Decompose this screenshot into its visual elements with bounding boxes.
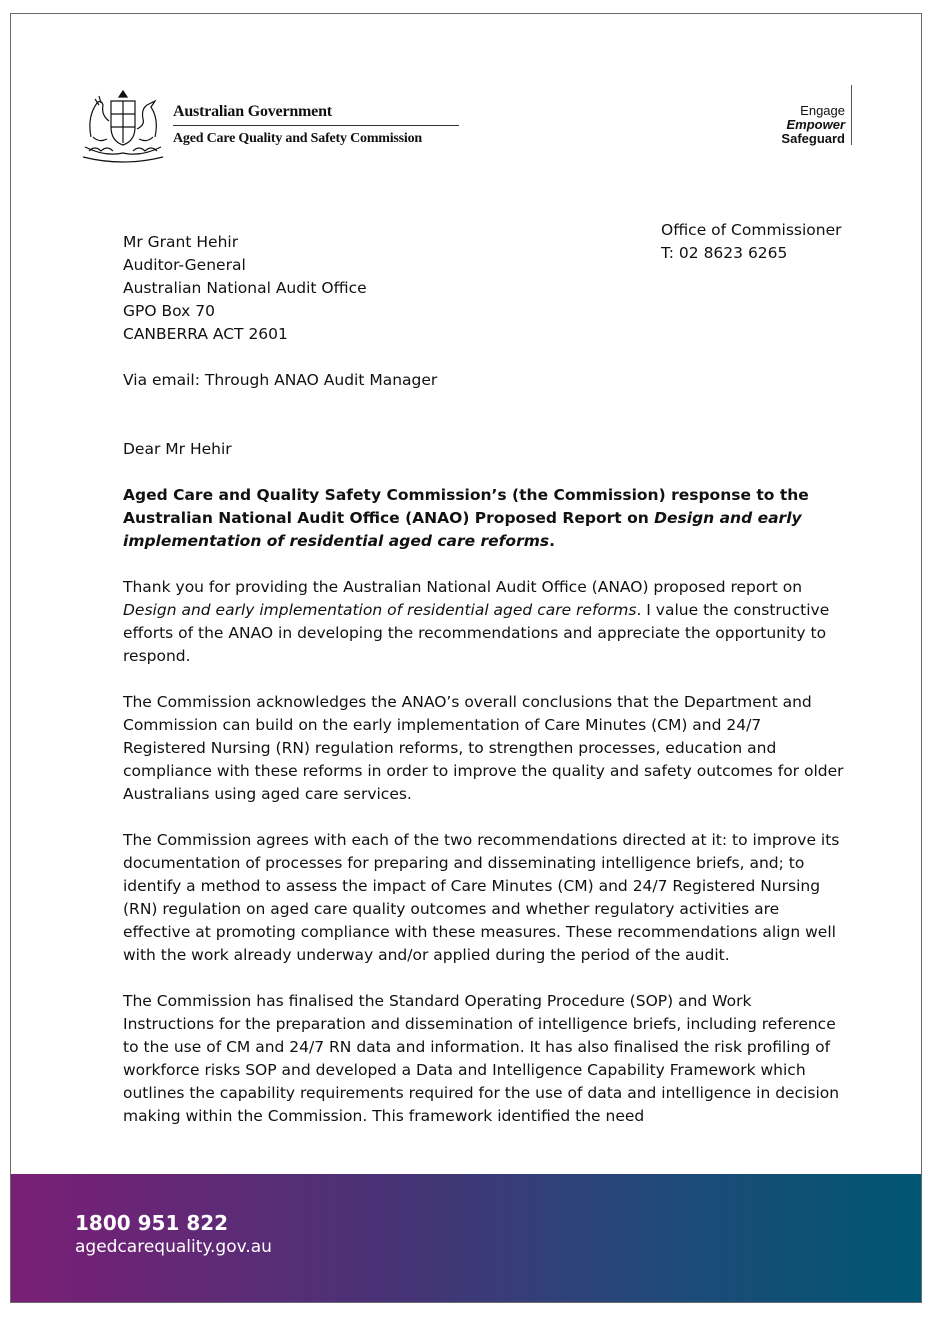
paragraph: The Commission has finalised the Standard Operating Procedure (SOP) and Work Instructions for the preparation and dissemination of intelligence briefs, including reference to the use of CM and 24/7 RN data and information. It has also finalised the risk profiling of workforce risks SOP and developed a Data and Intelligence Capability Framework which outlines the capability requirements required for the use of data and intelligence in decision making within the Commission. This framework identified the need [123, 992, 840, 1125]
office-name: Office of Commissioner [661, 221, 842, 239]
footer-website: agedcarequality.gov.au [75, 1237, 272, 1257]
letterhead [173, 102, 463, 148]
footer-banner [11, 1174, 921, 1302]
agency-name: Aged Care Quality and Safety Commission [173, 131, 423, 146]
address-line: Auditor-General [123, 256, 246, 274]
address-line: CANBERRA ACT 2601 [123, 325, 288, 343]
tagline-safeguard: Safeguard [781, 131, 845, 146]
tagline-empower: Empower [786, 117, 845, 132]
tagline-divider [851, 85, 852, 145]
government-name: Australian Government [173, 103, 332, 120]
salutation: Dear Mr Hehir [123, 440, 232, 458]
address-line: Mr Grant Hehir [123, 233, 239, 251]
report-title: Design and early implementation of residential aged care reforms [123, 601, 637, 619]
tagline [781, 104, 845, 146]
subject-report-title: Design and early implementation of residential aged care reforms [123, 509, 802, 550]
coat-of-arms-icon [79, 87, 167, 165]
office-details [661, 219, 842, 265]
paragraph: The Commission acknowledges the ANAO’s overall conclusions that the Department and Commission can build on the early implementation of Care Minutes (CM) and 24/7 Registered Nursing (RN) regulation reforms, to strengthen processes, education and compliance with these reforms in order to improve the quality and safety outcomes for older Australians using aged care services. [123, 693, 844, 803]
paragraph: The Commission agrees with each of the two recommendations directed at it: to improve its documentation of processes for preparing and disseminating intelligence briefs, and; to identify a method to assess the impact of Care Minutes (CM) and 24/7 Registered Nursing (RN) regulation on aged care quality outcomes and whether regulatory activities are effective at promoting compliance with these measures. These recommendations align well with the work already underway and/or applied during the period of the audit. [123, 831, 840, 964]
letter-page [10, 13, 922, 1303]
subject-end: . [549, 532, 555, 550]
paragraph-text: Thank you for providing the Australian National Audit Office (ANAO) proposed report on [123, 578, 803, 596]
delivery-method: Via email: Through ANAO Audit Manager [123, 371, 438, 389]
paragraph-text: . I value the constructive efforts of the ANAO in developing the recommendations and appreciate the opportunity to respond. [123, 601, 830, 665]
address-line: GPO Box 70 [123, 302, 215, 320]
subject-line [123, 484, 843, 553]
paragraph [123, 576, 845, 668]
footer-phone: 1800 951 822 [75, 1211, 229, 1235]
subject-text: Aged Care and Quality Safety Commission’s (the Commission) response to the Australian National Audit Office (ANAO) Proposed Report on [123, 486, 809, 527]
office-phone: T: 02 8623 6265 [661, 244, 788, 262]
address-line: Australian National Audit Office [123, 279, 367, 297]
recipient-address [123, 231, 367, 346]
tagline-engage: Engage [800, 103, 845, 118]
letterhead-rule [173, 125, 459, 126]
